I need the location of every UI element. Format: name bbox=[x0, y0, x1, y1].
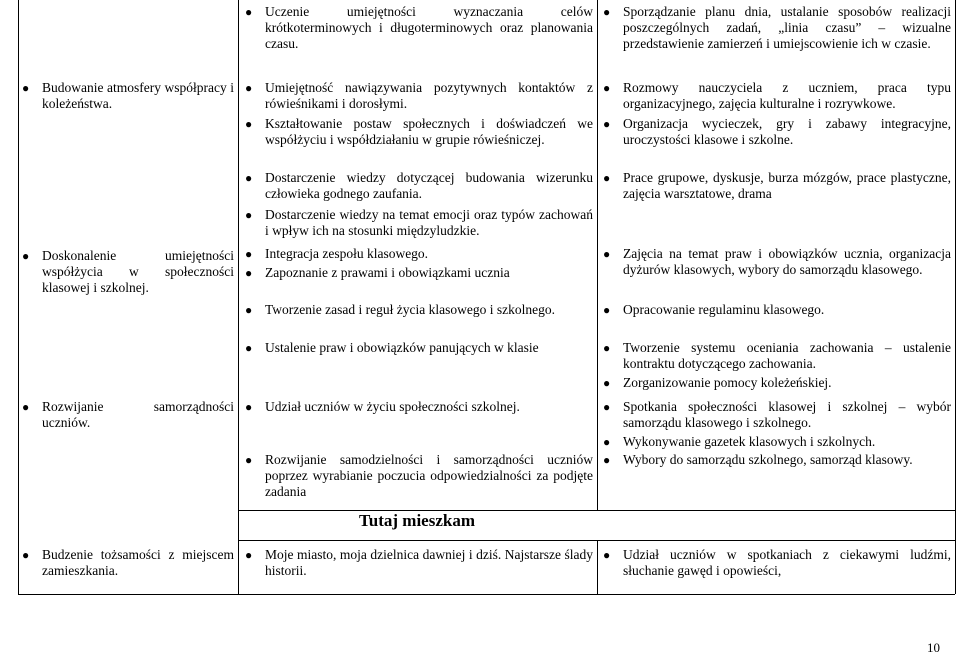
page-number: 10 bbox=[927, 640, 940, 655]
bullet-icon: ● bbox=[603, 341, 611, 355]
bullet-icon: ● bbox=[245, 400, 253, 414]
section-row-bottom bbox=[238, 540, 955, 541]
goal-item: ● Budzenie tożsamości z miejscem zamieszkania. bbox=[22, 547, 234, 578]
column-divider-2 bbox=[597, 0, 598, 510]
bullet-icon: ● bbox=[603, 435, 611, 449]
task-item: ● Umiejętność nawiązywania pozytywnych kontaktów z rówieśnikami i dorosłymi. bbox=[245, 80, 593, 111]
bullet-icon: ● bbox=[245, 266, 253, 280]
task-item: ● Integracja zespołu klasowego. bbox=[245, 246, 429, 261]
activity-item: ● Prace grupowe, dyskusje, burza mózgów, prace plastyczne, zajęcia warsztatowe, drama bbox=[603, 170, 951, 201]
bullet-icon: ● bbox=[603, 117, 611, 131]
bullet-icon: ● bbox=[245, 5, 253, 19]
activity-item: ● Zorganizowanie pomocy koleżeńskiej. bbox=[603, 375, 832, 390]
activity-item: ● Wybory do samorządu szkolnego, samorząd klasowy. bbox=[603, 452, 913, 467]
bullet-icon: ● bbox=[603, 303, 611, 317]
task-item: ● Ustalenie praw i obowiązków panujących w klasie bbox=[245, 340, 539, 355]
task-item: ● Dostarczenie wiedzy dotyczącej budowania wizerunku człowieka godnego zaufania. bbox=[245, 170, 593, 201]
activity-item: ● Udział uczniów w spotkaniach z ciekawymi ludźmi, słuchanie gawęd i opowieści, bbox=[603, 547, 951, 578]
activity-item: ● Sporządzanie planu dnia, ustalanie sposobów realizacji poszczególnych zadań, „linia czasu” – wizualne przedstawienie zamierzeń i umiejscowienie ich w czasie. bbox=[603, 4, 951, 51]
activity-item: ● Opracowanie regulaminu klasowego. bbox=[603, 302, 825, 317]
goal-item: ● Budowanie atmosfery współpracy i koleżeństwa. bbox=[22, 80, 234, 111]
bullet-icon: ● bbox=[245, 341, 253, 355]
bullet-icon: ● bbox=[245, 247, 253, 261]
bullet-icon: ● bbox=[603, 453, 611, 467]
bullet-icon: ● bbox=[603, 548, 611, 562]
task-item: ● Rozwijanie samodzielności i samorządności uczniów poprzez wyrabianie poczucia odpowiedzialności za podjęte zadania bbox=[245, 452, 593, 499]
activity-item: ● Tworzenie systemu oceniania zachowania – ustalenie kontraktu dotyczącego zachowania. bbox=[603, 340, 951, 371]
task-item: ● Udział uczniów w życiu społeczności szkolnej. bbox=[245, 399, 520, 414]
bullet-icon: ● bbox=[603, 376, 611, 390]
table-border-right bbox=[955, 0, 956, 594]
task-item: ● Moje miasto, moja dzielnica dawniej i dziś. Najstarsze ślady historii. bbox=[245, 547, 593, 578]
bullet-icon: ● bbox=[245, 81, 253, 95]
bullet-icon: ● bbox=[245, 303, 253, 317]
task-item: ● Dostarczenie wiedzy na temat emocji oraz typów zachowań i wpływ ich na stosunki międzyludzkie. bbox=[245, 207, 593, 238]
goal-item: ● Rozwijanie samorządności uczniów. bbox=[22, 399, 234, 430]
bullet-icon: ● bbox=[245, 117, 253, 131]
bullet-icon: ● bbox=[245, 171, 253, 185]
bullet-icon: ● bbox=[22, 81, 30, 95]
bullet-icon: ● bbox=[245, 548, 253, 562]
bullet-icon: ● bbox=[603, 400, 611, 414]
column-divider-1 bbox=[238, 0, 239, 594]
bullet-icon: ● bbox=[603, 247, 611, 261]
task-item: ● Kształtowanie postaw społecznych i doświadczeń we współżyciu i współdziałaniu w grupie rówieśniczej. bbox=[245, 116, 593, 147]
activity-item: ● Zajęcia na temat praw i obowiązków ucznia, organizacja dyżurów klasowych, wybory do samorządu klasowego. bbox=[603, 246, 951, 277]
task-item: ● Zapoznanie z prawami i obowiązkami ucznia bbox=[245, 265, 510, 280]
goal-item: ● Doskonalenie umiejętności współżycia w społeczności klasowej i szkolnej. bbox=[22, 248, 234, 295]
bullet-icon: ● bbox=[603, 171, 611, 185]
bullet-icon: ● bbox=[22, 400, 30, 414]
task-item: ● Uczenie umiejętności wyznaczania celów krótkoterminowych i długoterminowych oraz planowania czasu. bbox=[245, 4, 593, 51]
task-item: ● Tworzenie zasad i reguł życia klasowego i szkolnego. bbox=[245, 302, 555, 317]
bullet-icon: ● bbox=[22, 249, 30, 263]
activity-item: ● Wykonywanie gazetek klasowych i szkolnych. bbox=[603, 434, 876, 449]
table-border-left bbox=[18, 0, 19, 594]
activity-item: ● Spotkania społeczności klasowej i szkolnej – wybór samorządu klasowego i szkolnego. bbox=[603, 399, 951, 430]
bullet-icon: ● bbox=[22, 548, 30, 562]
bullet-icon: ● bbox=[245, 208, 253, 222]
table-border-bottom bbox=[18, 594, 955, 595]
activity-item: ● Organizacja wycieczek, gry i zabawy integracyjne, uroczystości klasowe i szkolne. bbox=[603, 116, 951, 147]
bullet-icon: ● bbox=[603, 81, 611, 95]
bullet-icon: ● bbox=[245, 453, 253, 467]
section-heading: Tutaj mieszkam bbox=[358, 511, 475, 530]
column-divider-2b bbox=[597, 540, 598, 594]
activity-item: ● Rozmowy nauczyciela z uczniem, praca typu organizacyjnego, zajęcia kulturalne i rozrywkowe. bbox=[603, 80, 951, 111]
bullet-icon: ● bbox=[603, 5, 611, 19]
